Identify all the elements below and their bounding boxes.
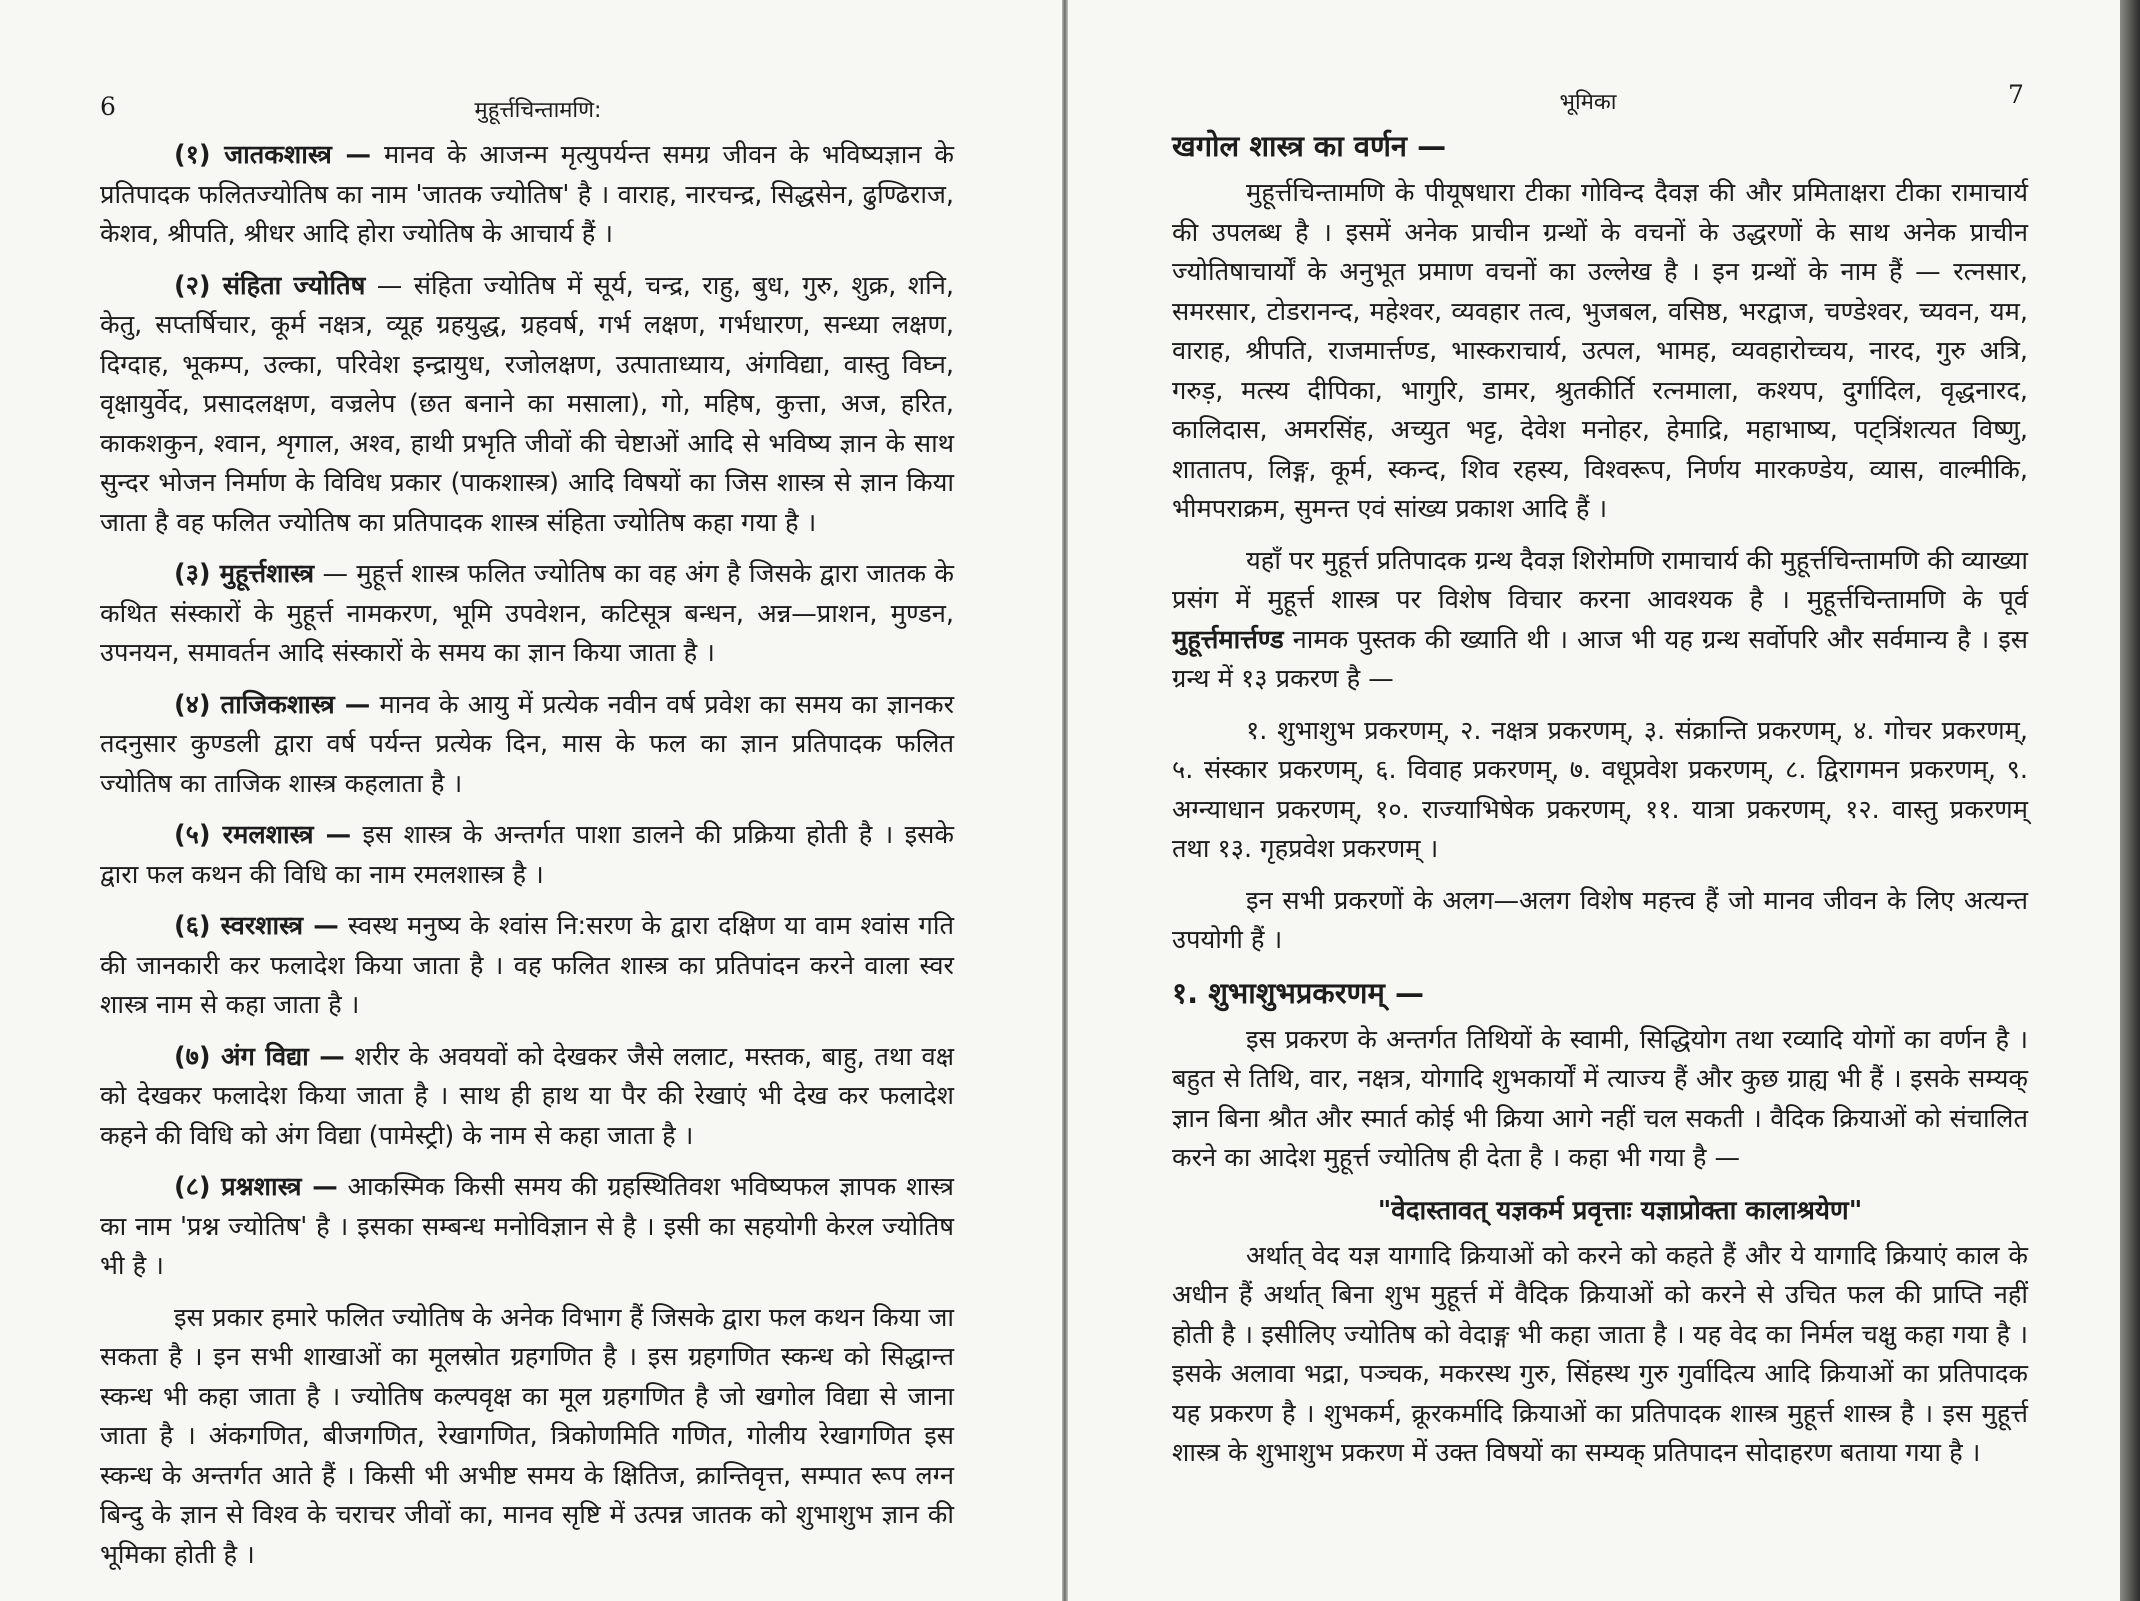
section-heading: खगोल शास्त्र का वर्णन — xyxy=(1172,129,1447,163)
body-paragraph: मुहूर्त्तचिन्तामणि के पीयूषधारा टीका गोविन्द दैवज्ञ की और प्रमिताक्षरा टीका रामाचार्य की उपलब्ध है । इसमें अनेक प्राचीन ग्रन्थों के वचनों के उद्धरणों के साथ अनेक प्राचीन ज्योतिषाचार्यों के अनुभूत प्रमाण वचनों का उल्लेख है । इन ग्रन्थों के नाम हैं — रत्नसार, समरसार, टोडरानन्द, महेश्वर, व्यवहार तत्व, भुजबल, वसिष्ठ, भरद्वाज, चण्डेश्वर, च्यवन, यम, वाराह, श्रीपति, राजमार्त्तण्ड, भास्कराचार्य, उत्पल, भामह, व्यवहारोच्चय, नारद, गुरु अत्रि, गरुड़, मत्स्य दीपिका, भागुरि, डामर, श्रुतकीर्ति रत्नमाला, कश्यप, दुर्गादिल, वृद्धनारद, कालिदास, अमरसिंह, अच्युत भट्ट, देवेश मनोहर, हेमाद्रि, महाभाष्य, पट्त्रिंशत्यत विष्णु, शातातप, लिङ्ग, कूर्म, स्कन्द, शिव रहस्य, विश्वरूप, निर्णय मारकण्डेय, व्यास, वाल्मीकि, भीमपराक्रम, सुमन्त एवं सांख्य प्रकाश आदि हैं । xyxy=(1172,178,2028,524)
page-number: 7 xyxy=(2008,80,2024,109)
section-term: (३) मुहूर्त्तशास्त्र xyxy=(174,559,315,589)
section-paragraph xyxy=(100,1168,954,1287)
right-page xyxy=(1068,0,2120,1601)
section-paragraph xyxy=(100,1038,954,1157)
section-text: इस शास्त्र के अन्तर्गत पाशा डालने की प्रक्रिया होती है । इसके द्वारा फल कथन की विधि का नाम रमलशास्त्र है । xyxy=(100,820,955,890)
section-paragraph xyxy=(100,136,954,255)
section-text: मानव के आयु में प्रत्येक नवीन वर्ष प्रवेश का समय का ज्ञानकर तदनुसार कुण्डली द्वारा वर्ष पर्यन्त प्रत्येक दिन, मास के फल का ज्ञान प्रतिपादक फलित ज्योतिष का ताजिक शास्त्र कहलाता है । xyxy=(100,689,954,799)
body-paragraph: इस प्रकरण के अन्तर्गत तिथियों के स्वामी, सिद्धियोग तथा रव्यादि योगों का वर्णन है । बहुत से तिथि, वार, नक्षत्र, योगादि शुभकार्यों में त्याज्य हैं और कुछ ग्राह्य भी हैं । इसके सम्यक् ज्ञान बिना श्रौत और स्मार्त कोई भी क्रिया आगे नहीं चल सकती । वैदिक क्रियाओं को संचालित करने का आदेश मुहूर्त्त ज्योतिष ही देता है । कहा भी गया है — xyxy=(1172,1024,2028,1173)
section-text: — संहिता ज्योतिष में सूर्य, चन्द्र, राहु, बुध, गुरु, शुक्र, शनि, केतु, सप्तर्षिचार, कूर्म नक्षत्र, व्यूह ग्रहयुद्ध, ग्रहवर्ष, गर्भ लक्षण, गर्भधारण, सन्ध्या लक्षण, दिग्दाह, भूकम्प, उल्का, परिवेश इन्द्रायुध, रजोलक्षण, उत्पाताध्याय, अंगविद्या, वास्तु विघ्न, वृक्षायुर्वेद, प्रसादलक्षण, वज्रलेप (छत बनाने का मसाला), गो, महिष, कुत्ता, अज, हरित, काकशकुन, श्वान, शृगाल, अश्व, हाथी प्रभृति जीवों की चेष्टाओं आदि से भविष्य ज्ञान के साथ सुन्दर भोजन निर्माण के विविध प्रकार (पाकशास्त्र) आदि विषयों का जिस शास्त्र से ज्ञान किया जाता है वह फलित ज्योतिष का प्रतिपादक शास्त्र संहिता ज्योतिष कहा गया है । xyxy=(100,270,954,538)
chapter-list: १. शुभाशुभ प्रकरणम्, २. नक्षत्र प्रकरणम्, ३. संक्रान्ति प्रकरणम्, ४. गोचर प्रकरणम्, ५. संस्कार प्रकरणम्, ६. विवाह प्रकरणम्, ७. वधूप्रवेश प्रकरणम्, ८. द्विरागमन प्रकरणम्, ९. अग्न्याधान प्रकरणम्, १०. राज्याभिषेक प्रकरणम्, ११. यात्रा प्रकरणम्, १२. वास्तु प्रकरणम् तथा १३. गृहप्रवेश प्रकरणम् । xyxy=(1172,715,2028,864)
section-text: आकस्मिक किसी समय की ग्रहस्थितिवश भविष्यफल ज्ञापक शास्त्र का नाम 'प्रश्न ज्योतिष' है । इसका सम्बन्ध मनोविज्ञान से है । इसी का सहयोगी केरल ज्योतिष भी है । xyxy=(100,1172,954,1281)
running-head: भूमिका xyxy=(1559,90,1617,115)
body-paragraph xyxy=(1172,542,2028,700)
section-term: (५) रमलशास्त्र — xyxy=(174,820,352,850)
section-term: (८) प्रश्नशास्त्र — xyxy=(174,1172,338,1202)
section-term: (६) स्वरशास्त्र — xyxy=(174,911,339,941)
body-text: नामक पुस्तक की ख्याति थी । आज भी यह ग्रन्थ सर्वोपरि और सर्वमान्य है । इस ग्रन्थ में १३ प्रकरण है — xyxy=(1172,624,2028,694)
section-paragraph xyxy=(100,555,954,674)
section-paragraph xyxy=(100,907,954,1026)
section-text: मानव के आजन्म मृत्युपर्यन्त समग्र जीवन के भविष्यज्ञान के प्रतिपादक फलितज्योतिष का नाम 'जातक ज्योतिष' है । वाराह, नारचन्द्र, सिद्धसेन, ढुण्ढिराज, केशव, श्रीपति, श्रीधर आदि होरा ज्योतिष के आचार्य हैं । xyxy=(100,140,954,249)
section-paragraph xyxy=(100,267,954,544)
running-head: मुहूर्त्तचिन्तामणि: xyxy=(474,98,602,123)
section-text: स्वस्थ मनुष्य के श्वांस नि:सरण के द्वारा दक्षिण या वाम श्वांस गति की जानकारी कर फलादेश किया जाता है । वह फलित शास्त्र का प्रतिपांदन करने वाला स्वर शास्त्र नाम से कहा जाता है । xyxy=(100,911,954,1020)
section-paragraph xyxy=(100,686,954,805)
left-page xyxy=(0,0,1062,1601)
body-paragraph: अर्थात् वेद यज्ञ यागादि क्रियाओं को करने को कहते हैं और ये यागादि क्रियाएं काल के अधीन हैं अर्थात् बिना शुभ मुहूर्त्त में वैदिक क्रियाओं को करने से उचित फल की प्राप्ति नहीं होती है । इसीलिए ज्योतिष को वेदाङ्ग भी कहा जाता है । यह वेद का निर्मल चक्षु कहा गया है । इसके अलावा भद्रा, पञ्चक, मकरस्थ गुरु, सिंहस्थ गुरु गुर्वादित्य आदि क्रियाओं का प्रतिपादक यह प्रकरण है । शुभकर्म, क्रूरकर्मादि क्रियाओं का प्रतिपादक शास्त्र मुहूर्त्त शास्त्र है । इस मुहूर्त्त शास्त्र के शुभाशुभ प्रकरण में उक्त विषयों का सम्यक् प्रतिपादन सोदाहरण बताया गया है । xyxy=(1172,1240,2028,1468)
body-text: यहाँ पर मुहूर्त्त प्रतिपादक ग्रन्थ दैवज्ञ शिरोमणि रामाचार्य की मुहूर्त्तचिन्तामणि की व्याख्या प्रसंग में मुहूर्त्त शास्त्र पर विशेष विचार करना आवश्यक है । मुहूर्त्तचिन्तामणि के पूर्व xyxy=(1172,545,2028,615)
sanskrit-quote: "वेदास्तावत् यज्ञकर्म प्रवृत्ताः यज्ञाप्रोक्ता कालाश्रयेण" xyxy=(1377,1195,1863,1226)
body-paragraph: इन सभी प्रकरणों के अलग—अलग विशेष महत्त्व हैं जो मानव जीवन के लिए अत्यन्त उपयोगी हैं । xyxy=(1172,885,2028,955)
page-number: 6 xyxy=(100,92,116,121)
section-text: शरीर के अवयवों को देखकर जैसे ललाट, मस्तक, बाहु, तथा वक्ष को देखकर फलादेश किया जाता है । साथ ही हाथ या पैर की रेखाएं भी देख कर फलादेश कहने की विधि को अंग विद्या (पामेस्ट्री) के नाम से कहा जाता है । xyxy=(100,1041,954,1151)
section-text: — मुहूर्त्त शास्त्र फलित ज्योतिष का वह अंग है जिसके द्वारा जातक के कथित संस्कारों के मुहूर्त्त नामकरण, भूमि उपवेशन, कटिसूत्र बन्धन, अन्न—प्राशन, मुण्डन, उपनयन, समावर्तन आदि संस्कारों के समय का ज्ञान किया जाता है । xyxy=(100,559,954,668)
section-paragraph xyxy=(100,816,954,895)
section-term: (७) अंग विद्या — xyxy=(174,1041,345,1072)
section-term: (४) ताजिकशास्त्र — xyxy=(174,689,371,720)
subsection-heading: १. शुभाशुभप्रकरणम् — xyxy=(1172,975,1424,1010)
left-body xyxy=(100,136,954,1587)
book-title: मुहूर्त्तमार्त्तण्ड xyxy=(1172,624,1284,655)
right-body xyxy=(1172,126,2028,1486)
section-term: (१) जातकशास्त्र — xyxy=(174,140,372,170)
scan-edge xyxy=(2120,0,2140,1601)
closing-paragraph: इस प्रकार हमारे फलित ज्योतिष के अनेक विभाग हैं जिसके द्वारा फल कथन किया जा सकता है । इन सभी शाखाओं का मूलस्रोत ग्रहगणित है । इस ग्रहगणित स्कन्ध को सिद्धान्त स्कन्ध भी कहा जाता है । ज्योतिष कल्पवृक्ष का मूल ग्रहगणित है जो खगोल विद्या से जाना जाता है । अंकगणित, बीजगणित, रेखागणित, त्रिकोणमिति गणित, गोलीय रेखागणित इस स्कन्ध के अन्तर्गत आते हैं । किसी भी अभीष्ट समय के क्षितिज, क्रान्तिवृत्त, सम्पात रूप लग्न बिन्दु के ज्ञान से विश्व के चराचर जीवों का, मानव सृष्टि में उत्पन्न जातक को शुभाशुभ ज्ञान की भूमिका होती है । xyxy=(100,1302,954,1570)
section-term: (२) संहिता ज्योतिष xyxy=(174,270,366,301)
